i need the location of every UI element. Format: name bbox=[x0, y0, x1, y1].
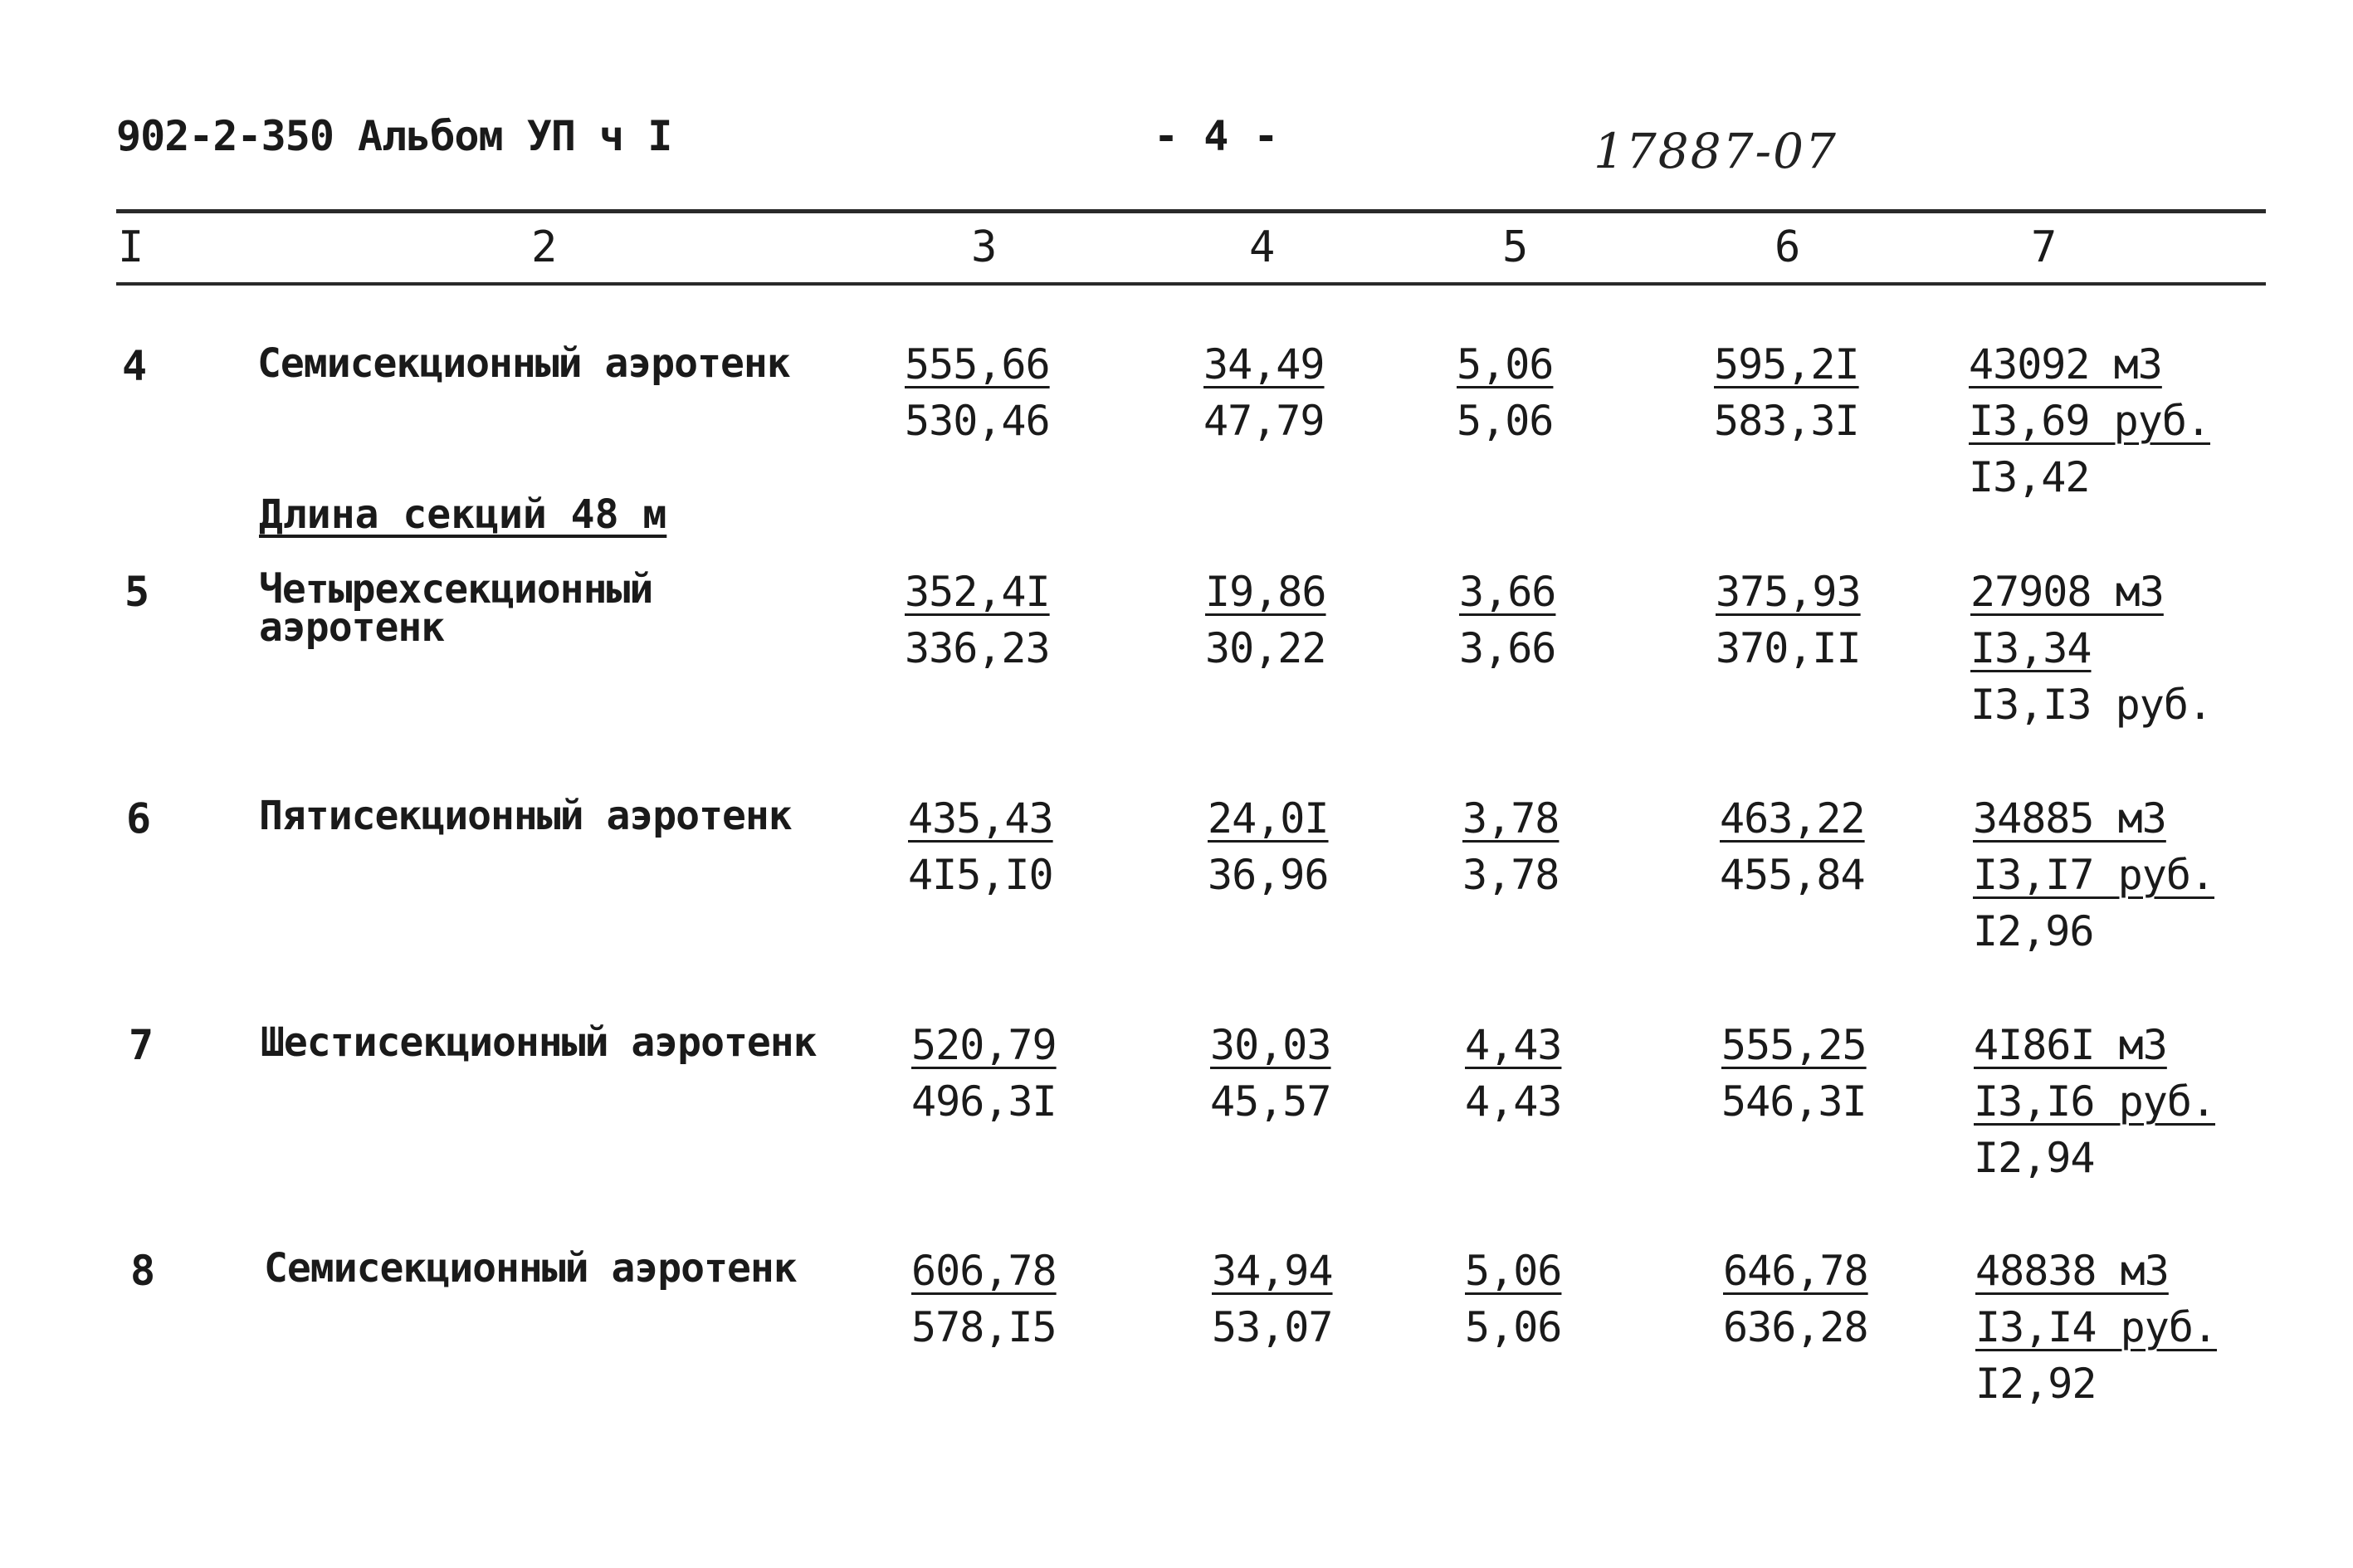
unit-cost: I3,I6 руб. bbox=[1974, 1077, 2216, 1126]
row-name-line-1: Четырехсекционный bbox=[259, 566, 653, 613]
unit-cost: I3,I4 руб. bbox=[1975, 1303, 2218, 1351]
volume: 34885 м3 bbox=[1973, 794, 2166, 843]
col4-value-bottom: 30,22 bbox=[1205, 624, 1326, 672]
col3-value-top: 435,43 bbox=[908, 794, 1053, 843]
column-number-1: I bbox=[118, 222, 144, 272]
inventory-number: 17887-07 bbox=[1594, 123, 1838, 179]
unit-cost-alt: I3,42 bbox=[1969, 453, 2090, 501]
col4-value-bottom: 53,07 bbox=[1212, 1303, 1333, 1351]
col6-value-bottom: 455,84 bbox=[1720, 851, 1865, 899]
col6-value-top: 595,2I bbox=[1714, 340, 1859, 388]
col4-value-top: 34,94 bbox=[1212, 1247, 1333, 1295]
column-number-6: 6 bbox=[1775, 222, 1801, 272]
row-number: 4 bbox=[122, 342, 148, 390]
row-number: 8 bbox=[130, 1247, 156, 1295]
section-subheading: Длина секций 48 м bbox=[259, 491, 667, 538]
col4-value-top: I9,86 bbox=[1205, 568, 1326, 616]
col6-value-top: 375,93 bbox=[1716, 568, 1861, 616]
col6-value-top: 463,22 bbox=[1720, 794, 1865, 843]
volume: 43092 м3 bbox=[1969, 340, 2162, 388]
row-name: Пятисекционный аэротенк bbox=[259, 793, 792, 839]
row-name: Семисекционный аэротенк bbox=[257, 340, 790, 387]
col3-value-top: 352,4I bbox=[905, 568, 1050, 616]
row-name: Семисекционный аэротенк bbox=[264, 1245, 797, 1292]
col5-value-top: 5,06 bbox=[1457, 340, 1554, 388]
col3-value-top: 606,78 bbox=[911, 1247, 1057, 1295]
col6-value-top: 646,78 bbox=[1723, 1247, 1868, 1295]
col6-value-bottom: 370,II bbox=[1716, 624, 1861, 672]
column-number-5: 5 bbox=[1502, 222, 1529, 272]
table-top-rule bbox=[116, 209, 2266, 213]
volume: 4I86I м3 bbox=[1974, 1021, 2167, 1069]
col6-value-bottom: 546,3I bbox=[1721, 1077, 1867, 1126]
row-number: 6 bbox=[126, 794, 152, 843]
unit-cost-alt: I2,96 bbox=[1973, 907, 2094, 955]
col4-value-bottom: 45,57 bbox=[1210, 1077, 1331, 1126]
col5-value-top: 3,78 bbox=[1462, 794, 1560, 843]
col4-value-top: 34,49 bbox=[1203, 340, 1325, 388]
column-number-4: 4 bbox=[1249, 222, 1276, 272]
col4-value-bottom: 47,79 bbox=[1203, 397, 1325, 445]
row-name-line-2: аэротенк bbox=[259, 604, 445, 651]
col4-value-top: 24,0I bbox=[1208, 794, 1329, 843]
unit-cost-alt: I3,I3 руб. bbox=[1970, 681, 2213, 729]
volume: 27908 м3 bbox=[1970, 568, 2164, 616]
row-name: Шестисекционный аэротенк bbox=[261, 1019, 817, 1066]
unit-cost: I3,34 bbox=[1970, 624, 2092, 672]
column-number-2: 2 bbox=[531, 222, 558, 272]
unit-cost-alt: I2,94 bbox=[1974, 1134, 2095, 1182]
col6-value-bottom: 636,28 bbox=[1723, 1303, 1868, 1351]
col3-value-bottom: 578,I5 bbox=[911, 1303, 1057, 1351]
page-number: - 4 - bbox=[1154, 112, 1279, 160]
column-number-7: 7 bbox=[2031, 222, 2058, 272]
document-code: 902-2-350 Альбом УП ч I bbox=[116, 112, 672, 160]
col5-value-top: 3,66 bbox=[1459, 568, 1556, 616]
unit-cost: I3,69 руб. bbox=[1969, 397, 2211, 445]
col3-value-bottom: 336,23 bbox=[905, 624, 1050, 672]
unit-cost: I3,I7 руб. bbox=[1973, 851, 2215, 899]
col3-value-bottom: 496,3I bbox=[911, 1077, 1057, 1126]
col5-value-top: 5,06 bbox=[1465, 1247, 1562, 1295]
col5-value-bottom: 5,06 bbox=[1465, 1303, 1562, 1351]
col4-value-bottom: 36,96 bbox=[1208, 851, 1329, 899]
col3-value-bottom: 4I5,I0 bbox=[908, 851, 1053, 899]
unit-cost-alt: I2,92 bbox=[1975, 1360, 2097, 1408]
col5-value-bottom: 4,43 bbox=[1465, 1077, 1562, 1126]
col5-value-bottom: 3,78 bbox=[1462, 851, 1560, 899]
col6-value-bottom: 583,3I bbox=[1714, 397, 1859, 445]
column-number-3: 3 bbox=[971, 222, 998, 272]
row-number: 7 bbox=[129, 1021, 154, 1069]
col5-value-bottom: 3,66 bbox=[1459, 624, 1556, 672]
col5-value-bottom: 5,06 bbox=[1457, 397, 1554, 445]
col6-value-top: 555,25 bbox=[1721, 1021, 1867, 1069]
volume: 48838 м3 bbox=[1975, 1247, 2169, 1295]
col3-value-top: 520,79 bbox=[911, 1021, 1057, 1069]
col3-value-bottom: 530,46 bbox=[905, 397, 1050, 445]
col3-value-top: 555,66 bbox=[905, 340, 1050, 388]
row-number: 5 bbox=[124, 568, 150, 616]
col5-value-top: 4,43 bbox=[1465, 1021, 1562, 1069]
col4-value-top: 30,03 bbox=[1210, 1021, 1331, 1069]
table-header-rule bbox=[116, 282, 2266, 286]
